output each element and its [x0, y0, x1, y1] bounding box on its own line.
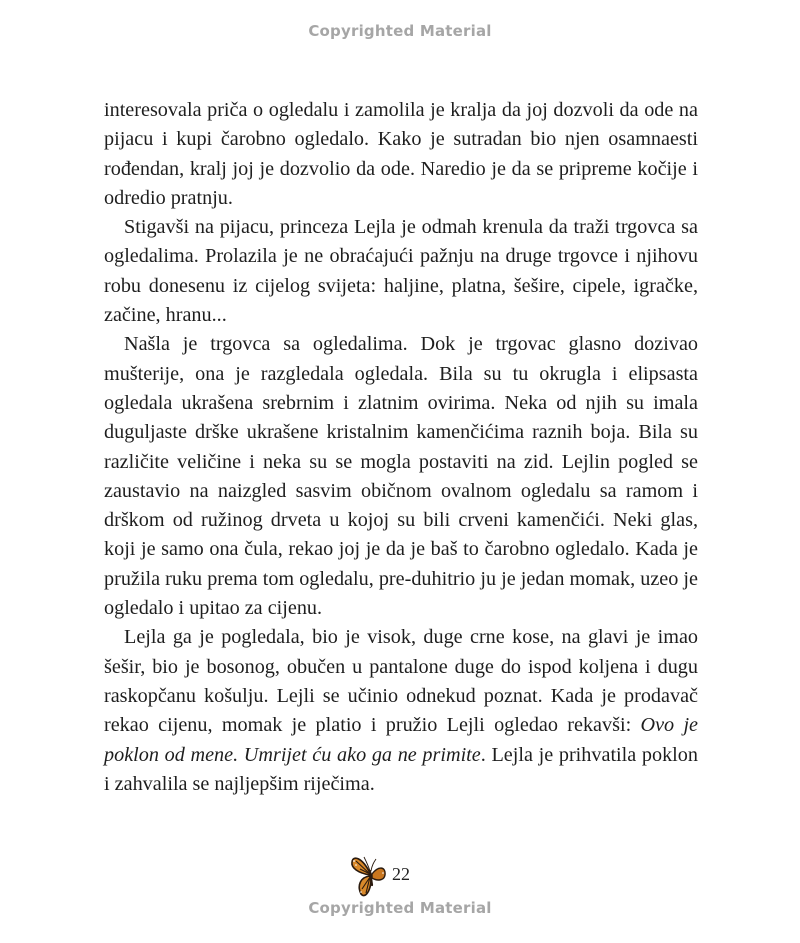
paragraph-4 [104, 623, 698, 799]
page-footer [350, 851, 410, 901]
page-number: 22 [392, 863, 410, 884]
watermark-top: Copyrighted Material [308, 22, 492, 40]
paragraph-3: Našla je trgovca sa ogledalima. Dok je trgovac glasno dozivao mušterije, ona je razgledala ogledala. Bila su tu okrugla i elipsasta ogledala ukrašena srebrnim i zlatnim ovirima. Neka od njih su imala duguljaste drške ukrašene kristalnim kamenčićima raznih boja. Bila su različite veličine i neka su se mogla postaviti na zid. Lejlin pogled se zaustavio na naizgled sasvim običnom ovalnom ogledalu sa ramom i drškom od ružinog drveta u kojoj su bili crveni kamenčići. Neki glas, koji je samo ona čula, rekao joj je da je baš to čarobno ogledalo. Kada je pružila ruku prema tom ogledalu, pre-duhitrio ju je jedan momak, uzeo je ogledalo i upitao za cijenu. [104, 333, 698, 620]
paragraph-4-text-start: Lejla ga je pogledala, bio je visok, duge crne kose, na glavi je imao šešir, bio je bosonog, obučen u pantalone duge do ispod koljena i dugu raskopčanu košulju. Lejli se učinio odnekud poznat. Kada je prodavač rekao cijenu, momak je platio i pružio Lejli ogledao rekavši: [104, 626, 698, 737]
paragraph-4-text-end: . Lejla je prihvatila poklon i zahvalila se najljepšim riječima. [104, 743, 698, 795]
paragraph-2: Stigavši na pijacu, princeza Lejla je odmah krenula da traži trgovca sa ogledalima. Prolazila je ne obraćajući pažnju na druge trgovce i njihovu robu donesenu iz cijelog svijeta: haljine, platna, šešire, cipele, igračke, začine, hranu... [104, 216, 698, 327]
butterfly-icon [350, 853, 390, 899]
quoted-speech: Ovo je poklon od mene. Umrijet ću ako ga ne primite [104, 714, 699, 766]
page-body [104, 96, 698, 799]
paragraph-1: interesovala priča o ogledalu i zamolila je kralja da joj dozvoli da ode na pijacu i kupi čarobno ogledalo. Kako je sutradan bio njen osamnaesti rođendan, kralj joj je dozvolio da ode. Naredio je da se pripreme kočije i odredio pratnju. [104, 99, 698, 209]
watermark-bottom: Copyrighted Material [308, 899, 492, 917]
